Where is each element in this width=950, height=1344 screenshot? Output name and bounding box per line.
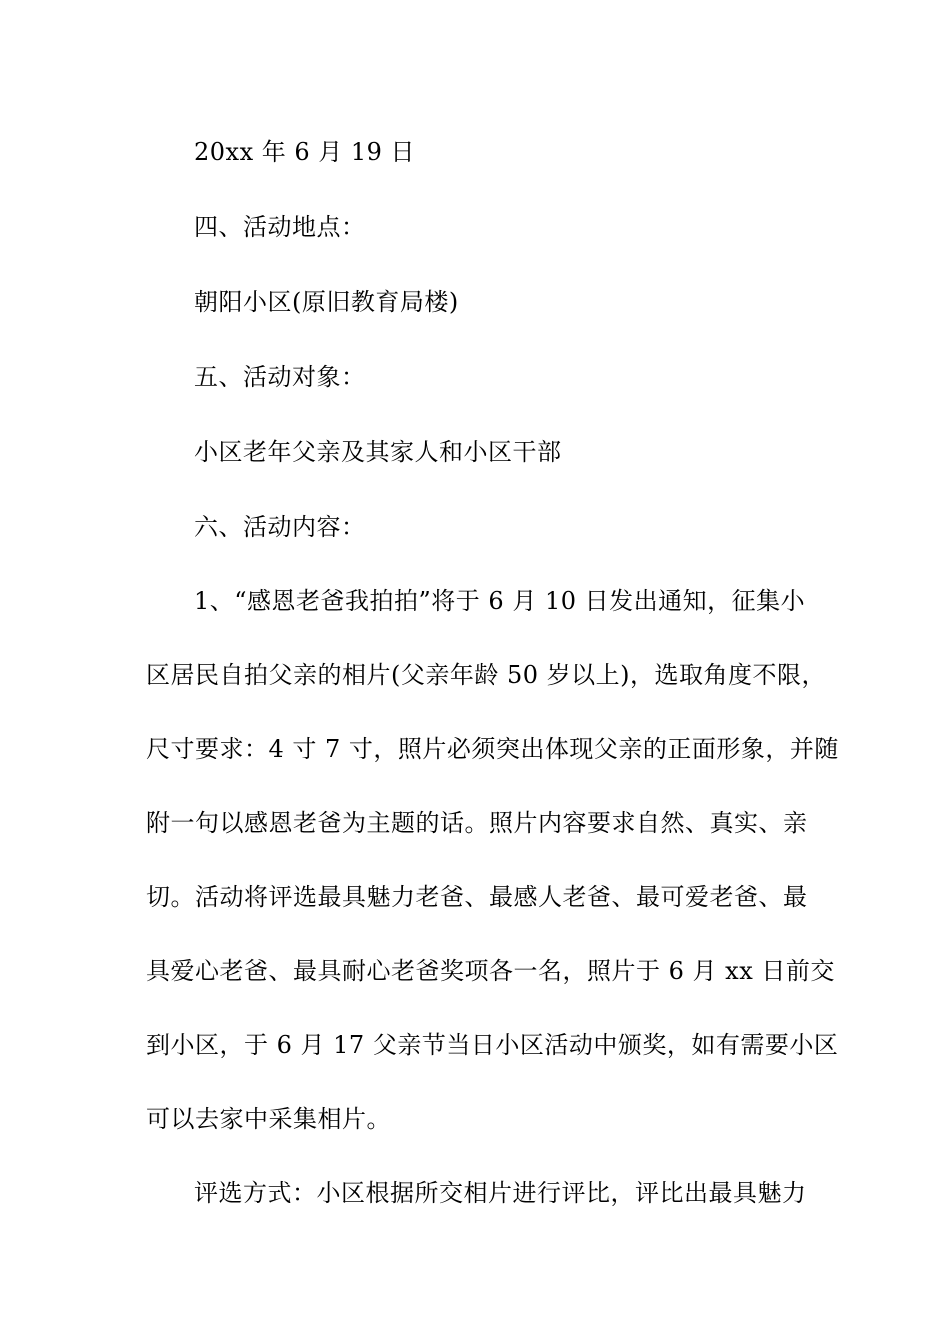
- paragraph-line: 切。活动将评选最具魅力老爸、最感人老爸、最可爱老爸、最: [146, 883, 808, 911]
- audience-text: 小区老年父亲及其家人和小区干部: [194, 438, 562, 466]
- paragraph-line: 具爱心老爸、最具耐心老爸奖项各一名，照片于 6 月 xx 日前交: [146, 957, 835, 985]
- paragraph-line: 到小区，于 6 月 17 父亲节当日小区活动中颁奖，如有需要小区: [146, 1031, 839, 1059]
- section-heading-content: 六、活动内容：: [194, 513, 366, 541]
- paragraph-line: 1、“感恩老爸我拍拍”将于 6 月 10 日发出通知，征集小: [194, 587, 806, 615]
- location-text: 朝阳小区(原旧教育局楼): [194, 288, 459, 316]
- section-heading-location: 四、活动地点：: [194, 213, 366, 241]
- evaluation-method-line: 评选方式：小区根据所交相片进行评比，评比出最具魅力: [194, 1179, 807, 1207]
- date-line: 20xx 年 6 月 19 日: [194, 138, 416, 166]
- section-heading-audience: 五、活动对象：: [194, 363, 366, 391]
- paragraph-line: 区居民自拍父亲的相片(父亲年龄 50 岁以上)，选取角度不限，: [146, 661, 827, 689]
- paragraph-line: 尺寸要求：4 寸 7 寸，照片必须突出体现父亲的正面形象，并随: [146, 735, 839, 763]
- paragraph-line: 附一句以感恩老爸为主题的话。照片内容要求自然、真实、亲: [146, 809, 808, 837]
- paragraph-line: 可以去家中采集相片。: [146, 1105, 391, 1133]
